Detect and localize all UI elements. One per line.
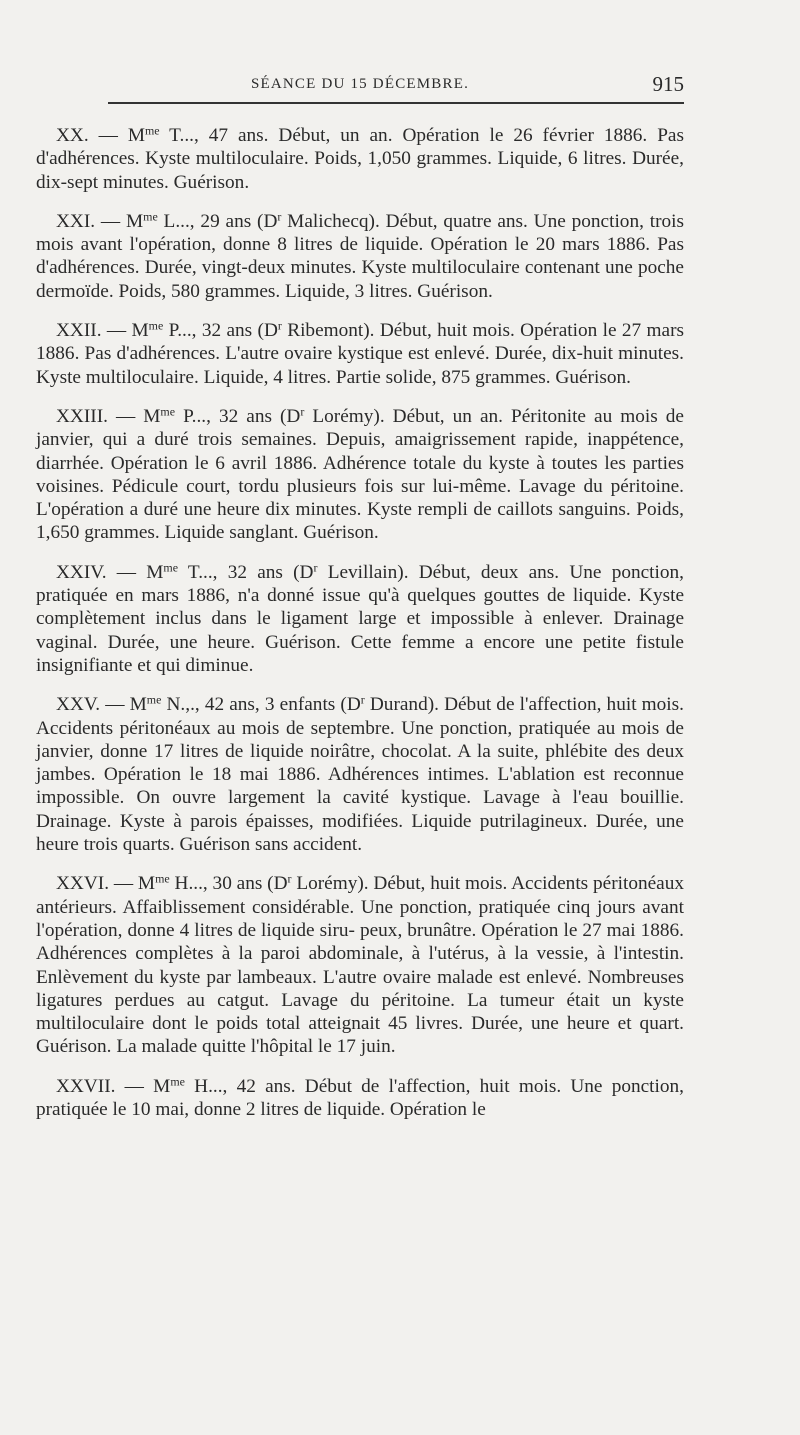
header-rule	[108, 102, 684, 104]
case-paragraph-xxvi: XXVI. — $M^{me}$ H..., 30 ans ($D^r$ Lorémy). Début, huit mois. Accidents péritonéaux antérieurs. Affaiblissement considérable. Une ponction, pratiquée cinq jours avant l'opération, donne 4 litres de liquide siru- peux, brunâtre. Opération le 27 mai 1886. Adhérences complètes à la paroi abdominale, à l'utérus, à la vessie, à l'intestin. Enlèvement du kyste par lambeaux. L'autre ovaire malade est enlevé. Nombreuses ligatures perdues au catgut. Lavage du péritoine. La tumeur était un kyste multiloculaire dont le poids total atteignait 45 livres. Durée, une heure et quart. Guérison. La malade quitte l'hôpital le 17 juin.	[36, 871, 685, 1058]
body-text	[36, 124, 684, 1121]
case-paragraph-xxiv: XXIV. — $M^{me}$ T..., 32 ans ($D^r$ Levillain). Début, deux ans. Une ponction, pratiquée en mars 1886, n'a donné issue qu'à quelques gouttes de liquide. Kyste complètement inclus dans le ligament large et impossible à enlever. Drainage vaginal. Durée, une heure. Guérison. Cette femme a encore une petite fistule insignifiante et qui diminue.	[36, 560, 684, 676]
case-paragraph-xxii: XXII. — $M^{me}$ P..., 32 ans ($D^r$ Ribemont). Début, huit mois. Opération le 27 mars 1886. Pas d'adhérences. L'autre ovaire kystique est enlevé. Durée, dix-huit minutes. Kyste multiloculaire. Liquide, 4 litres. Partie solide, 875 grammes. Guérison.	[36, 318, 685, 388]
page-number: 915	[652, 72, 684, 96]
case-paragraph-xxvii: XXVII. — $M^{me}$ H..., 42 ans. Début de l'affection, huit mois. Une ponction, pratiquée le 10 mai, donne 2 litres de liquide. Opération le	[36, 1074, 684, 1120]
case-paragraph-xxi: XXI. — $M^{me}$ L..., 29 ans ($D^r$ Malichecq). Début, quatre ans. Une ponction, trois mois avant l'opération, donne 8 litres de liquide. Opération le 20 mars 1886. Pas d'adhérences. Durée, vingt-deux minutes. Kyste multiloculaire contenant une poche dermoïde. Poids, 580 grammes. Liquide, 3 litres. Guérison.	[36, 209, 684, 302]
case-paragraph-xx: XX. — $M^{me}$ T..., 47 ans. Début, un an. Opération le 26 février 1886. Pas d'adhérences. Kyste multiloculaire. Poids, 1,050 grammes. Liquide, 6 litres. Durée, dix-sept minutes. Guérison.	[36, 123, 684, 193]
header-title: SÉANCE DU 15 DÉCEMBRE.	[250, 76, 470, 92]
running-header	[36, 72, 684, 96]
case-paragraph-xxiii: XXIII. — $M^{me}$ P..., 32 ans ($D^r$ Lorémy). Début, un an. Péritonite au mois de janvier, qui a duré trois semaines. Depuis, amaigrissement rapide, inappétence, diarrhée. Opération le 6 avril 1886. Adhérence totale du kyste à toutes les parties voisines. Pédicule court, tordu plusieurs fois sur lui-même. Lavage du péritoine. L'opération a duré une heure dix minutes. Kyste rempli de caillots sanguins. Poids, 1,650 grammes. Liquide sanglant. Guérison.	[36, 404, 684, 544]
case-paragraph-xxv: XXV. — $M^{me}$ N.,., 42 ans, 3 enfants ($D^r$ Durand). Début de l'affection, huit mois. Accidents péritonéaux au mois de septembre. Une ponction, pratiquée au mois de janvier, donne 17 litres de liquide noirâtre, chocolat. A la suite, phlébite des deux jambes. Opération le 18 mai 1886. Adhérences intimes. L'ablation est reconnue impossible. On ouvre largement la cavité kystique. Lavage à l'eau bouillie. Drainage. Kyste à parois épaisses, modifiées. Liquide putrilagineux. Durée, une heure trois quarts. Guérison sans accident.	[36, 692, 684, 856]
